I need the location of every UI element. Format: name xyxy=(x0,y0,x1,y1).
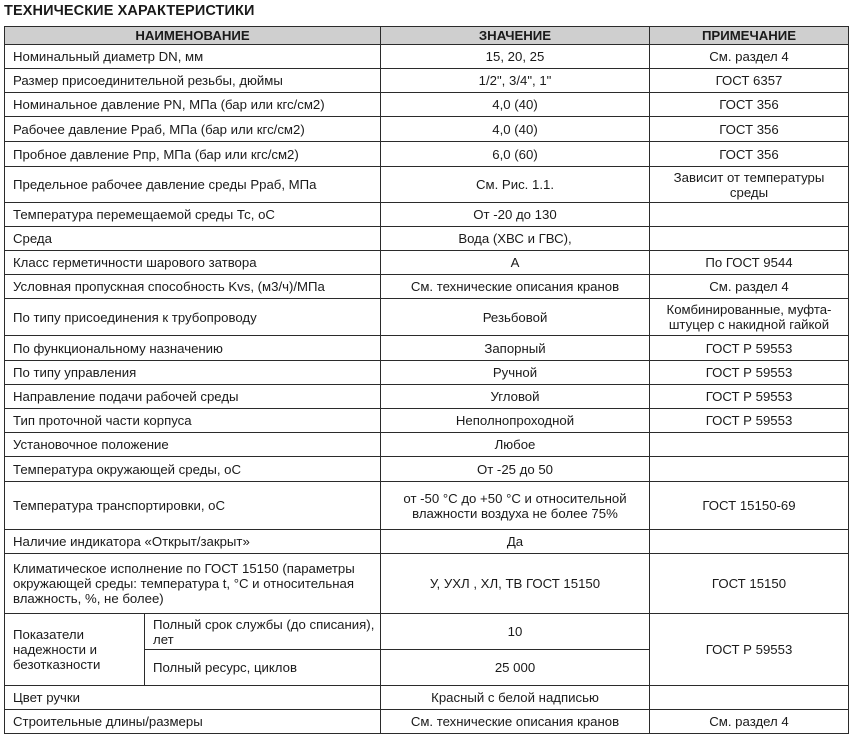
resource-value: 25 000 xyxy=(381,650,650,686)
row-value: См. Рис. 1.1. xyxy=(381,167,650,203)
header-value: ЗНАЧЕНИЕ xyxy=(381,27,650,45)
table-row xyxy=(5,614,849,650)
table-row xyxy=(5,336,849,361)
row-name: Строительные длины/размеры xyxy=(5,710,381,734)
row-name: Условная пропускная способность Kvs, (м3/ч)/МПа xyxy=(5,275,381,299)
row-name: Номинальный диаметр DN, мм xyxy=(5,45,381,69)
row-value: У, УХЛ , ХЛ, ТВ ГОСТ 15150 xyxy=(381,554,650,614)
row-note: ГОСТ 6357 xyxy=(650,69,849,93)
table-row xyxy=(5,227,849,251)
table-row xyxy=(5,554,849,614)
row-value: 6,0 (60) xyxy=(381,142,650,167)
table-row xyxy=(5,457,849,482)
row-name: Номинальное давление PN, МПа (бар или кгс/см2) xyxy=(5,93,381,117)
row-name: По типу управления xyxy=(5,361,381,385)
row-name: Температура окружающей среды, оС xyxy=(5,457,381,482)
row-note: См. раздел 4 xyxy=(650,710,849,734)
row-note xyxy=(650,530,849,554)
row-value: Неполнопроходной xyxy=(381,409,650,433)
table-row xyxy=(5,117,849,142)
row-value: 1/2", 3/4", 1" xyxy=(381,69,650,93)
row-value: Вода (ХВС и ГВС), xyxy=(381,227,650,251)
row-value: Да xyxy=(381,530,650,554)
row-note: По ГОСТ 9544 xyxy=(650,251,849,275)
row-note: ГОСТ Р 59553 xyxy=(650,361,849,385)
row-value: Красный с белой надписью xyxy=(381,686,650,710)
row-name: Цвет ручки xyxy=(5,686,381,710)
row-note: ГОСТ 356 xyxy=(650,93,849,117)
row-name: Размер присоединительной резьбы, дюймы xyxy=(5,69,381,93)
header-name: НАИМЕНОВАНИЕ xyxy=(5,27,381,45)
table-row xyxy=(5,45,849,69)
table-row xyxy=(5,409,849,433)
row-name: Температура перемещаемой среды Тс, оС xyxy=(5,203,381,227)
row-value: См. технические описания кранов xyxy=(381,275,650,299)
row-note: См. раздел 4 xyxy=(650,45,849,69)
row-note xyxy=(650,686,849,710)
table-row xyxy=(5,385,849,409)
row-name: Рабочее давление Рраб, МПа (бар или кгс/см2) xyxy=(5,117,381,142)
row-note: ГОСТ 15150 xyxy=(650,554,849,614)
table-row xyxy=(5,275,849,299)
row-name: Предельное рабочее давление среды Рраб, МПа xyxy=(5,167,381,203)
row-name: Климатическое исполнение по ГОСТ 15150 (параметры окружающей среды: температура t, °С и относительная влажность, %, не более) xyxy=(5,554,381,614)
row-name: Температура транспортировки, оС xyxy=(5,482,381,530)
row-value: 15, 20, 25 xyxy=(381,45,650,69)
table-row xyxy=(5,93,849,117)
reliability-group-label: Показатели надежности и безотказности xyxy=(5,614,145,686)
row-value: Запорный xyxy=(381,336,650,361)
table-row xyxy=(5,203,849,227)
row-value: См. технические описания кранов xyxy=(381,710,650,734)
specifications-table xyxy=(4,26,849,734)
reliability-note: ГОСТ Р 59553 xyxy=(650,614,849,686)
row-name: Пробное давление Рпр, МПа (бар или кгс/см2) xyxy=(5,142,381,167)
table-row xyxy=(5,251,849,275)
row-name: Тип проточной части корпуса xyxy=(5,409,381,433)
service-life-value: 10 xyxy=(381,614,650,650)
table-row xyxy=(5,299,849,336)
table-row xyxy=(5,710,849,734)
row-note: ГОСТ 15150-69 xyxy=(650,482,849,530)
row-name: Класс герметичности шарового затвора xyxy=(5,251,381,275)
row-note xyxy=(650,227,849,251)
row-value: 4,0 (40) xyxy=(381,93,650,117)
row-value: От -20 до 130 xyxy=(381,203,650,227)
table-row xyxy=(5,482,849,530)
resource-label: Полный ресурс, циклов xyxy=(145,650,381,686)
row-value: Угловой xyxy=(381,385,650,409)
section-title: ТЕХНИЧЕСКИЕ ХАРАКТЕРИСТИКИ xyxy=(4,3,255,19)
row-note: ГОСТ Р 59553 xyxy=(650,385,849,409)
row-name: Наличие индикатора «Открыт/закрыт» xyxy=(5,530,381,554)
table-row xyxy=(5,361,849,385)
row-value: от -50 °С до +50 °С и относительной влажности воздуха не более 75% xyxy=(381,482,650,530)
table-row xyxy=(5,686,849,710)
row-value: Резьбовой xyxy=(381,299,650,336)
row-note: Комбинированные, муфта-штуцер с накидной гайкой xyxy=(650,299,849,336)
row-value: Ручной xyxy=(381,361,650,385)
row-value: От -25 до 50 xyxy=(381,457,650,482)
table-header-row xyxy=(5,27,849,45)
table-row xyxy=(5,530,849,554)
row-note: ГОСТ 356 xyxy=(650,117,849,142)
row-name: Направление подачи рабочей среды xyxy=(5,385,381,409)
row-name: По функциональному назначению xyxy=(5,336,381,361)
table-row xyxy=(5,167,849,203)
row-name: Установочное положение xyxy=(5,433,381,457)
table-row xyxy=(5,142,849,167)
row-note: ГОСТ Р 59553 xyxy=(650,336,849,361)
table-row xyxy=(5,69,849,93)
row-note xyxy=(650,433,849,457)
row-note: См. раздел 4 xyxy=(650,275,849,299)
row-name: Среда xyxy=(5,227,381,251)
row-value: 4,0 (40) xyxy=(381,117,650,142)
row-note: Зависит от температуры среды xyxy=(650,167,849,203)
row-name: По типу присоединения к трубопроводу xyxy=(5,299,381,336)
header-note: ПРИМЕЧАНИЕ xyxy=(650,27,849,45)
row-value: А xyxy=(381,251,650,275)
row-note xyxy=(650,203,849,227)
row-note: ГОСТ 356 xyxy=(650,142,849,167)
row-note xyxy=(650,457,849,482)
row-note: ГОСТ Р 59553 xyxy=(650,409,849,433)
service-life-label: Полный срок службы (до списания), лет xyxy=(145,614,381,650)
table-row xyxy=(5,433,849,457)
row-value: Любое xyxy=(381,433,650,457)
